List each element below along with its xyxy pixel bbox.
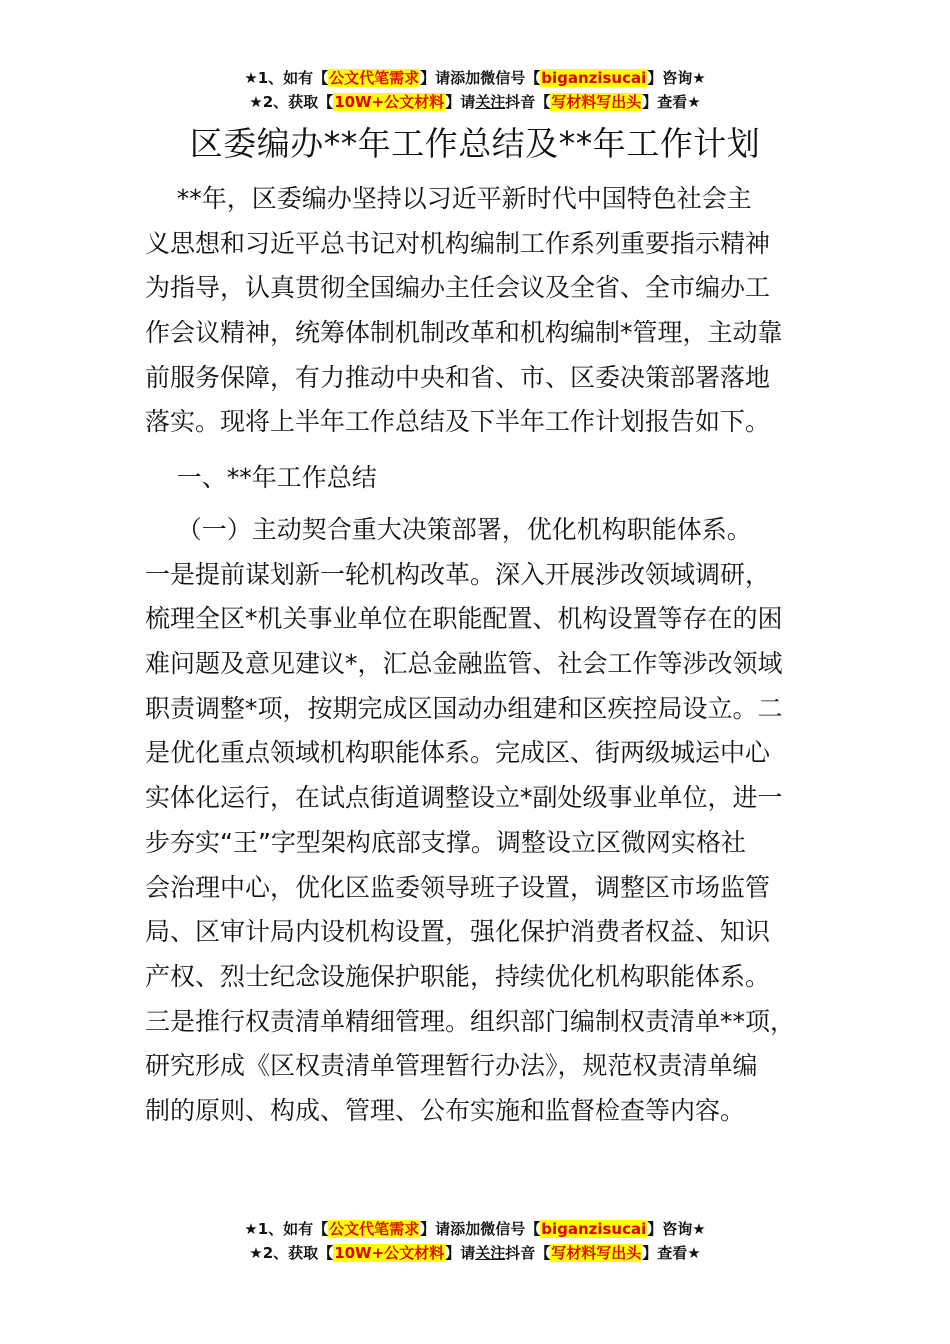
text-line: 落实。现将上半年工作总结及下半年工作计划报告如下。	[145, 407, 771, 437]
banner-text: 】请添	[420, 1220, 466, 1238]
text-line: （一）主动契合重大决策部署，优化机构职能体系。	[145, 515, 752, 544]
banner-text: ★1、如有【	[244, 69, 329, 87]
banner-line-2	[0, 90, 950, 114]
banner-text: ★2、获取【	[249, 93, 334, 111]
banner-text: 抖音【	[505, 1244, 551, 1262]
banner-text: 】请添	[420, 69, 466, 87]
banner-text: ★2、获取【	[249, 1244, 334, 1262]
text-line: 职责调整*项，按期完成区国动办组建和区疾控局设立。二	[145, 693, 783, 723]
banner-line-1	[0, 66, 950, 90]
banner-text: 抖音【	[505, 93, 551, 111]
banner-text: 微信号【	[480, 69, 541, 87]
banner-line-2	[0, 1241, 950, 1265]
text-line: 为指导，认真贯彻全国编办主任会议及全省、全市编办工	[145, 273, 771, 303]
bottom-banner	[0, 1217, 950, 1265]
text-line: 一是提前谋划新一轮机构改革。深入开展涉改领域调研，	[145, 559, 771, 589]
text-line: 梳理全区*机关事业单位在职能配置、机构设置等存在的困	[145, 604, 783, 634]
summary-paragraph	[145, 508, 817, 1134]
highlight-douyin: 写材料写出头	[551, 93, 642, 111]
text-line: 步夯实“王”字型架构底部支撑。调整设立区微网实格社	[145, 827, 746, 857]
text-line: 局、区审计局内设机构设置，强化保护消费者权益、知识	[145, 917, 771, 947]
section-heading-text: 一、**年工作总结	[145, 463, 377, 492]
banner-text: 】咨询★	[647, 1220, 706, 1238]
banner-text: 】咨询★	[647, 69, 706, 87]
text-line: 前服务保障，有力推动中央和省、市、区委决策部署落地	[145, 362, 771, 392]
banner-text: 微信号【	[480, 1220, 541, 1238]
highlight-materials: 10W+公文材料	[334, 1244, 445, 1262]
banner-text: 加	[465, 1220, 481, 1238]
highlight-materials: 10W+公文材料	[334, 93, 445, 111]
highlight-ghostwriting: 公文代笔需求	[329, 69, 420, 87]
banner-text: 关注	[475, 93, 506, 111]
banner-text: 】查看★	[642, 1244, 701, 1262]
banner-text: 加	[465, 69, 481, 87]
section-heading	[145, 456, 817, 501]
text-line: 义思想和习近平总书记对机构编制工作系列重要指示精神	[145, 228, 771, 258]
highlight-douyin: 写材料写出头	[551, 1244, 642, 1262]
text-line: **年，区委编办坚持以习近平新时代中国特色社会主	[145, 184, 752, 213]
highlight-wechat-id: biganzisucai	[541, 69, 647, 87]
text-line: 产权、烈士纪念设施保护职能，持续优化机构职能体系。	[145, 961, 771, 991]
banner-text: 】请	[445, 93, 476, 111]
text-line: 研究形成《区权责清单管理暂行办法》，规范权责清单编	[145, 1051, 758, 1081]
banner-line-1	[0, 1217, 950, 1241]
top-banner	[0, 66, 950, 114]
highlight-ghostwriting: 公文代笔需求	[329, 1220, 420, 1238]
text-line: 会治理中心，优化区监委领导班子设置，调整区市场监管	[145, 872, 771, 902]
banner-text: 】查看★	[642, 93, 701, 111]
highlight-wechat-id: biganzisucai	[541, 1220, 647, 1238]
text-line: 三是推行权责清单精细管理。组织部门编制权责清单**项，	[145, 1006, 796, 1036]
text-line: 是优化重点领域机构职能体系。完成区、街两级城运中心	[145, 738, 771, 768]
banner-text: 关注	[475, 1244, 506, 1262]
text-line: 作会议精神，统筹体制机制改革和机构编制*管理，主动靠	[145, 318, 783, 348]
banner-text: ★1、如有【	[244, 1220, 329, 1238]
banner-text: 】请	[445, 1244, 476, 1262]
document-title: 区委编办**年工作总结及**年工作计划	[189, 124, 761, 163]
text-line: 难问题及意见建议*，汇总金融监管、社会工作等涉改领域	[145, 649, 783, 679]
text-line: 实体化运行，在试点街道调整设立*副处级事业单位，进一	[145, 783, 783, 813]
text-line: 制的原则、构成、管理、公布实施和监督检查等内容。	[145, 1095, 746, 1125]
intro-paragraph	[145, 177, 817, 445]
